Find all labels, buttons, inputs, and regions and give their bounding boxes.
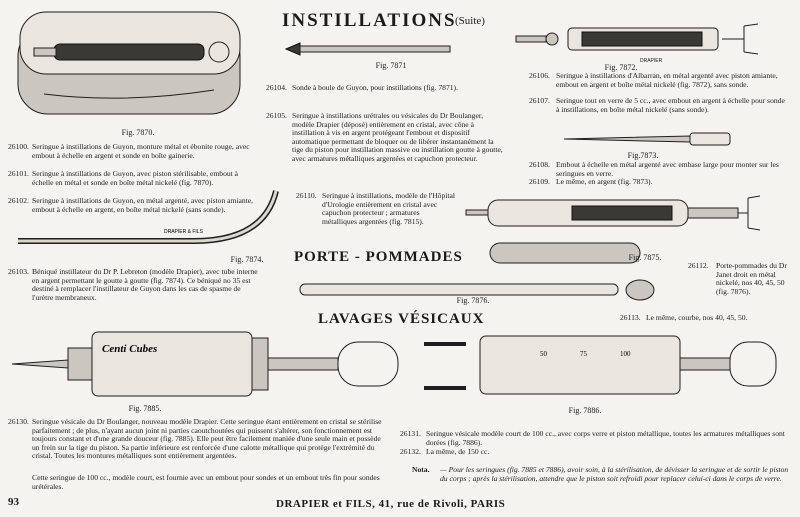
item-26107-text: Seringue tout en verre de 5 cc., avec embout en argent à échelle pour sonde à instillations, en boîte métal nickelé (sans sonde). bbox=[556, 96, 785, 114]
page-number: 93 bbox=[8, 496, 19, 508]
item-26109-text: Le même, en argent (fig. 7873). bbox=[556, 177, 653, 186]
glass-syringe-tip bbox=[466, 210, 488, 215]
figure-7875-caption: Fig. 7875. bbox=[628, 253, 662, 262]
section-lavages-vesicaux-heading: LAVAGES VÉSICAUX bbox=[318, 311, 485, 327]
item-26108-text: Embout à échelle en métal argenté avec embase large pour monter sur les seringues en verre. bbox=[556, 160, 779, 178]
item-26131-number: 26131. bbox=[400, 429, 421, 438]
item-26100-number: 26100. bbox=[8, 142, 29, 151]
item-26106-number: 26106. bbox=[529, 71, 550, 80]
figure-7886-caption: Fig. 7886. bbox=[568, 406, 602, 415]
item-26112-text: Porte-pommades du Dr Janet droit en métal nickelé, nos 40, 45, 50 (fig. 7876). bbox=[716, 261, 787, 296]
scale-100: 100 bbox=[620, 350, 631, 358]
figure-7870-illustration bbox=[14, 4, 246, 132]
sonde-shaft bbox=[300, 46, 450, 52]
scale-75: 75 bbox=[580, 350, 587, 358]
glass-syringe-rod bbox=[688, 208, 738, 218]
figure-7872-illustration bbox=[512, 18, 762, 62]
syringe-ring bbox=[209, 42, 229, 62]
item-26101-text: Seringue à instillations de Guyon, avec piston stérilisable, embout à échelle en métal et sonde en boîte métal nickelé (fig. 7870). bbox=[32, 169, 239, 187]
item-26112-number: 26112. bbox=[688, 261, 709, 270]
vesical-syringe-cap bbox=[68, 348, 92, 380]
figure-7873-illustration bbox=[560, 128, 760, 150]
item-26113-number: 26113. bbox=[620, 313, 641, 322]
page-title-suite: (Suite) bbox=[455, 15, 485, 27]
figure-7872-caption: Fig. 7872. bbox=[604, 63, 638, 72]
figure-7871-illustration bbox=[282, 38, 452, 60]
figure-7885-illustration bbox=[8, 322, 408, 406]
item-26132-text: La même, de 150 cc. bbox=[426, 447, 490, 456]
item-26110-text: Seringue à instillations, modèle de l'Hôpital d'Urologie entièrement en cristal avec capuchon protecteur ; armatures métalliques argentées (fig. 7815). bbox=[322, 191, 455, 226]
porte-pommade-case bbox=[490, 243, 640, 263]
glass-syringe-handle bbox=[738, 196, 760, 230]
figure-7873-caption: Fig.7873. bbox=[627, 151, 659, 160]
item-26113-text: Le même, courbe, nos 40, 45, 50. bbox=[646, 313, 748, 322]
figure-7872-engraving: DRAPIER bbox=[640, 58, 663, 64]
item-26100-text: Seringue à instillations de Guyon, monture métal et ébonite rouge, avec embout à échelle en argent et sonde en boîte gainerie. bbox=[32, 142, 250, 160]
figure-7874-illustration bbox=[14, 185, 282, 259]
item-26102-number: 26102. bbox=[8, 196, 29, 205]
sonde-ball-tip bbox=[286, 43, 300, 55]
item-26102-text: Seringue à instillations de Guyon, en métal argenté, avec piston amiante, embout à échelle en argent, en boîte métal nickelé (sans sonde). bbox=[32, 196, 254, 214]
glass-vesical-rod bbox=[680, 358, 730, 370]
embout-base bbox=[690, 133, 730, 145]
item-26103-text: Béniqué instillateur du Dr P. Lebreton (modèle Drapier), avec tube interne en argent permettant le goutte à goutte (fig. 7874). Ce béniqué no 35 est destiné à remplacer l'instillateur de Guyon dans les cas de spasme de l'urètre membraneux. bbox=[32, 267, 258, 302]
item-26130-text: Seringue vésicale du Dr Boulanger, nouveau modèle Drapier. Cette seringue étant entièrement en cristal se stérilise parfaitement ; de plus, n'ayant aucun joint ni parties caoutchoutées qui puissent s'altérer, son fonctionnement est toujours constant et d'une grande douceur (fig. 7885). Elle peut être facilement maniée d'une seule main et possède un frein sur la tige du piston. Sa partie inférieure est renforcée d'une calotte métallique qui protège l'extrémité du cristal. Toutes les montures métalliques sont entièrement argentées. bbox=[32, 417, 382, 461]
embout-needle bbox=[564, 136, 690, 142]
item-26104-text: Sonde à boule de Guyon, pour instillations (fig. 7871). bbox=[292, 83, 458, 92]
item-26107-number: 26107. bbox=[529, 96, 550, 105]
syringe-barrel bbox=[54, 44, 204, 60]
figure-7874-caption: Fig. 7874. bbox=[230, 255, 264, 264]
glass-syringe-piston bbox=[572, 206, 672, 220]
porte-pommade-head bbox=[626, 280, 654, 300]
syringe-tip bbox=[34, 48, 56, 56]
albarran-nut bbox=[546, 33, 558, 45]
figure-7870-caption: Fig. 7870. bbox=[121, 128, 155, 137]
beniqué-engraving: DRAPIER & FILS bbox=[164, 229, 203, 235]
embouts bbox=[424, 344, 466, 388]
figure-7876-caption: Fig. 7876. bbox=[456, 296, 490, 305]
albarran-tip bbox=[516, 36, 546, 42]
figure-7885-caption: Fig. 7885. bbox=[128, 404, 162, 413]
nota-label: Nota. bbox=[412, 465, 430, 474]
glass-vesical-ring-handle bbox=[730, 342, 776, 386]
vesical-syringe-ring-handle bbox=[338, 342, 398, 386]
item-26109-number: 26109. bbox=[529, 177, 550, 186]
item-26105-text: Seringue à instillations urétrales ou vésicales du Dr Boulanger, modèle Drapier (déposé) entièrement en cristal, avec cône à instillation à vis en argent protégeant l'embout et dispositif automatique permettant de bloquer ou de libérer instantanément la tige du piston pour instillation massive ou instillation goutte à goutte, avec armatures métalliques argentées et capuchon protecteur. bbox=[292, 111, 503, 163]
item-26110-number: 26110. bbox=[296, 191, 317, 200]
item-26130-note: Cette seringue de 100 cc., modèle court, est fournie avec un embout pour sondes et un embout très fin pour sondes urétérales. bbox=[32, 473, 380, 491]
vesical-syringe-barrel bbox=[92, 332, 252, 396]
item-26101-number: 26101. bbox=[8, 169, 29, 178]
item-26104-number: 26104. bbox=[266, 83, 287, 92]
section-porte-pommades-heading: PORTE - POMMADES bbox=[294, 249, 463, 265]
figure-7871-caption: Fig. 7871 bbox=[375, 61, 407, 70]
albarran-window bbox=[582, 32, 702, 46]
vesical-syringe-rod bbox=[268, 358, 338, 370]
vesical-syringe-label: Centi Cubes bbox=[102, 343, 158, 355]
item-26103-number: 26103. bbox=[8, 267, 29, 276]
vesical-syringe-nozzle bbox=[12, 360, 68, 368]
item-26131-text: Seringue vésicale modèle court de 100 cc., avec corps verre et piston métallique, toutes les armatures métalliques sont dorées (fig. 7886). bbox=[426, 429, 785, 447]
albarran-handle bbox=[722, 24, 758, 54]
beniqué-tube-highlight bbox=[18, 191, 276, 241]
figure-7886-illustration bbox=[420, 322, 782, 408]
item-26130-number: 26130. bbox=[8, 417, 29, 426]
item-26105-number: 26105. bbox=[266, 111, 287, 120]
page-title: INSTILLATIONS bbox=[282, 10, 457, 31]
item-26132-number: 26132. bbox=[400, 447, 421, 456]
publisher-footer: DRAPIER et FILS, 41, rue de Rivoli, PARIS bbox=[276, 498, 506, 510]
porte-pommade-rod bbox=[300, 284, 618, 295]
figure-7815-illustration bbox=[462, 188, 766, 238]
item-26106-text: Seringue à instillations d'Albarran, en métal argenté avec piston amiante, embout en argent et boîte métal nickelé (fig. 7872), sans sonde. bbox=[556, 71, 778, 89]
vesical-syringe-collar bbox=[252, 338, 268, 390]
instrument-box-lid bbox=[20, 12, 240, 74]
nota-text: — Pour les seringues (fig. 7885 et 7886), avoir soin, à la stérilisation, de dévisser la seringue et de sortir le piston du corps ; après la stérilisation, attendre que le piston soit refroidi pour replacer celui-ci dans le corps de verre. bbox=[440, 465, 789, 483]
item-26108-number: 26108. bbox=[529, 160, 550, 169]
glass-vesical-barrel bbox=[480, 336, 680, 394]
scale-50: 50 bbox=[540, 350, 547, 358]
